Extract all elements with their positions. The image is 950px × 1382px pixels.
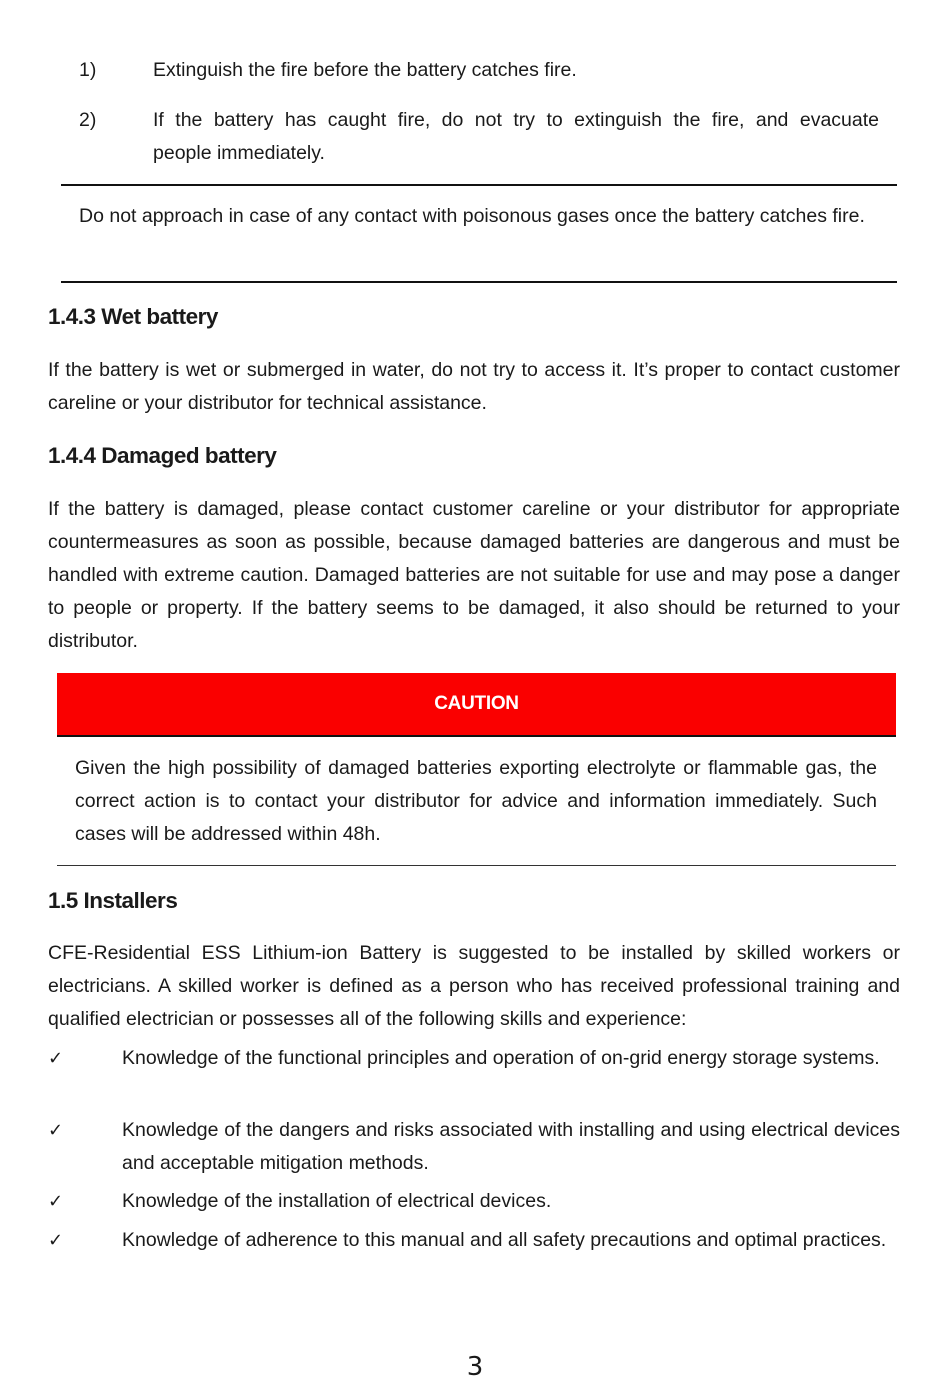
check-icon: ✓ (48, 1120, 64, 1140)
caution-banner (57, 673, 896, 737)
skill-item: Knowledge of adherence to this manual and all safety precautions and optimal practices. (122, 1229, 887, 1251)
divider (61, 184, 897, 186)
skill-item: Knowledge of the dangers and risks associated with installing and using electrical devices and acceptable mitigation methods. (122, 1119, 900, 1174)
list-marker: 2) (79, 109, 97, 131)
wet-battery-body: If the battery is wet or submerged in water, do not try to access it. It’s proper to contact customer careline or your distributor for technical assistance. (48, 359, 900, 414)
damaged-battery-body: If the battery is damaged, please contact customer careline or your distributor for appropriate countermeasures as soon as possible, because damaged batteries are dangerous and must be handled with extreme caution. Damaged batteries are not suitable for use and may pose a danger to people or property. If the battery seems to be damaged, it also should be returned to your distributor. (48, 498, 900, 652)
divider (57, 865, 896, 866)
list-item-text: Extinguish the fire before the battery catches fire. (153, 59, 577, 81)
check-icon: ✓ (48, 1191, 64, 1211)
skill-item: Knowledge of the functional principles and operation of on-grid energy storage systems. (122, 1047, 880, 1069)
list-item-text-cont: people immediately. (153, 142, 325, 164)
caution-label: CAUTION (434, 693, 519, 714)
check-icon: ✓ (48, 1048, 64, 1068)
page-number: 3 (466, 1352, 484, 1382)
section-heading-installers: 1.5 Installers (48, 888, 178, 913)
section-heading-damaged-battery: 1.4.4 Damaged battery (48, 443, 277, 468)
note-text: Do not approach in case of any contact with poisonous gases once the battery catches fire. (79, 205, 865, 227)
list-marker: 1) (79, 59, 97, 81)
section-heading-wet-battery: 1.4.3 Wet battery (48, 304, 218, 329)
divider (61, 281, 897, 283)
installers-body: CFE-Residential ESS Lithium-ion Battery is suggested to be installed by skilled workers or electricians. A skilled worker is defined as a person who has received professional training and qualified electrician or possesses all of the following skills and experience: (48, 942, 900, 1030)
caution-text: Given the high possibility of damaged batteries exporting electrolyte or flammable gas, the correct action is to contact your distributor for advice and information immediately. Such cases will be addressed within 48h. (75, 757, 877, 845)
skill-item: Knowledge of the installation of electrical devices. (122, 1190, 552, 1212)
list-item-text: If the battery has caught fire, do not try to extinguish the fire, and evacuate (153, 109, 879, 131)
check-icon: ✓ (48, 1230, 64, 1250)
